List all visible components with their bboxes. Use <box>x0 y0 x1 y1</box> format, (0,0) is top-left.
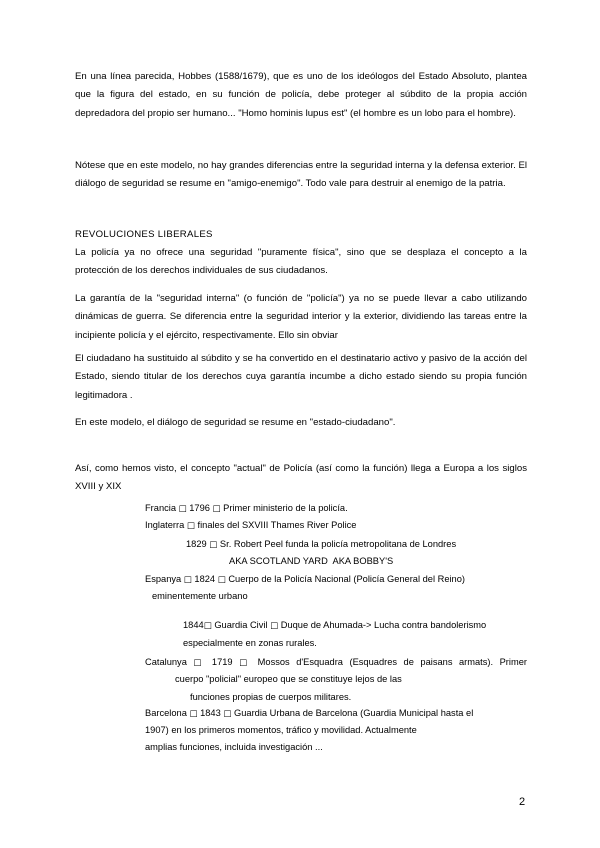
timeline-urbano: eminentemente urbano <box>152 591 248 601</box>
timeline-1907: 1907) en los primeros momentos, tráfico y movilidad. Actualmente <box>145 725 417 735</box>
paragraph-policia: La policía ya no ofrece una seguridad "puramente física", sino que se desplaza el concepto a la protección de los derechos individuales de sus ciudadanos. <box>75 247 527 277</box>
timeline-amplias: amplias funciones, incluida investigación ... <box>145 742 323 752</box>
paragraph-garantia: La garantía de la "seguridad interna" (o función de "policía") ya no se puede llevar a cabo utilizando dinámicas de guerra. Se diferencia entre la seguridad interior y la exterior, dividiendo las tareas entre la incipiente policía y el ejército, respectivamente. Ello sin obviar <box>75 293 527 341</box>
timeline-inglaterra: Inglaterra □ finales del SXVIII Thames River Police <box>145 520 357 531</box>
timeline-guardia-civil: 1844□ Guardia Civil □ Duque de Ahumada-> Lucha contra bandolerismo <box>183 620 487 631</box>
timeline-francia: Francia □ 1796 □ Primer ministerio de la policía. <box>145 503 348 514</box>
paragraph-dialogo: En este modelo, el diálogo de seguridad se resume en "estado-ciudadano". <box>75 417 396 428</box>
timeline-rurales: especialmente en zonas rurales. <box>183 638 317 648</box>
paragraph-ciudadano: El ciudadano ha sustituido al súbdito y se ha convertido en el destinatario activo y pasivo de la acción del Estado, siendo titular de los derechos cuya garantía incumbe a dicho estado siendo su propia función legitimadora . <box>75 353 527 401</box>
page-number: 2 <box>519 796 526 808</box>
section-heading: REVOLUCIONES LIBERALES <box>75 229 213 240</box>
timeline-peel: 1829 □ Sr. Robert Peel funda la policía metropolitana de Londres <box>186 539 457 550</box>
timeline-aka: AKA SCOTLAND YARD AKA BOBBY'S <box>229 556 394 566</box>
timeline-cuerpo: cuerpo "policial" europeo que se constituye lejos de las <box>175 674 402 684</box>
paragraph-hobbes: En una línea parecida, Hobbes (1588/1679), que es uno de los ideólogos del Estado Absoluto, plantea que la figura del estado, en su función de policía, debe proteger al súbdito de la propia acción depredadora del propio ser humano... "Homo hominis lupus est" (el hombre es un lobo para el hombre). <box>75 71 527 119</box>
timeline-espanya: Espanya □ 1824 □ Cuerpo de la Policía Nacional (Policía General del Reino) <box>145 574 465 585</box>
timeline-catalunya: Catalunya □ 1719 □ Mossos d'Esquadra (Esquadres de paisans armats). Primer <box>145 657 527 668</box>
paragraph-notese: Nótese que en este modelo, no hay grandes diferencias entre la seguridad interna y la defensa exterior. El diálogo de seguridad se resume en "amigo-enemigo". Todo vale para destruir al enemigo de la patria. <box>75 160 527 190</box>
paragraph-asi: Así, como hemos visto, el concepto "actual" de Policía (así como la función) llega a Europa a los siglos XVIII y XIX <box>75 463 527 493</box>
timeline-barcelona: Barcelona □ 1843 □ Guardia Urbana de Barcelona (Guardia Municipal hasta el <box>145 708 474 719</box>
timeline-funciones: funciones propias de cuerpos militares. <box>190 692 352 702</box>
